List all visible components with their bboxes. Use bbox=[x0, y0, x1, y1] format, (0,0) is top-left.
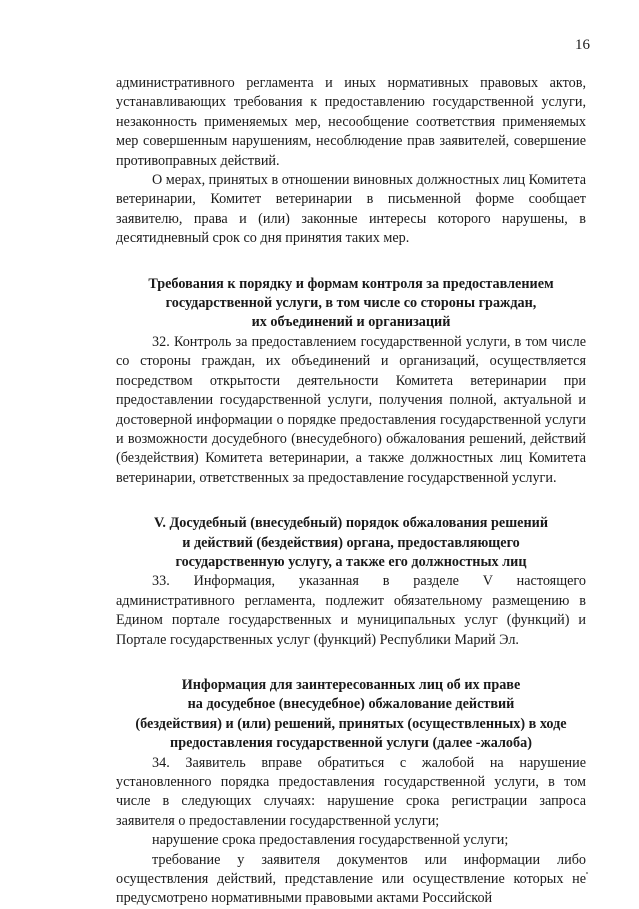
heading-line: государственной услуги, в том числе со стороны граждан, bbox=[165, 295, 537, 312]
section-gap bbox=[116, 488, 586, 514]
section-gap bbox=[116, 249, 586, 275]
heading-line: V. Досудебный (внесудебный) порядок обжалования решений bbox=[154, 515, 548, 532]
heading-line: предоставления государственной услуги (далее -жалоба) bbox=[170, 735, 532, 752]
paragraph-term-violation: нарушение срока предоставления государственной услуги; bbox=[152, 832, 509, 849]
paragraph-documents-requirement: требование у заявителя документов или информации либо осуществления действий, представление или осуществление которых не предусмотрено нормативными правовыми актами Российской bbox=[116, 851, 586, 907]
heading-line: их объединений и организаций bbox=[251, 314, 451, 331]
heading-line: государственную услугу, а также его должностных лиц bbox=[175, 553, 527, 570]
scan-speck bbox=[586, 872, 588, 874]
heading-line: (бездействия) и (или) решений, принятых (осуществленных) в ходе bbox=[135, 715, 567, 732]
heading-control-requirements bbox=[116, 275, 586, 333]
page-content bbox=[116, 74, 586, 909]
heading-line: Требования к порядку и формам контроля за предоставлением bbox=[148, 275, 554, 292]
heading-appeal-info bbox=[116, 676, 586, 754]
heading-line: Информация для заинтересованных лиц об их праве bbox=[181, 676, 521, 693]
paragraph-continued: административного регламента и иных нормативных правовых актов, устанавливающих требования к предоставлению государственной услуги, незаконность применяемых мер, несообщение соответствия применяемых мер совершенным нарушениям, несоблюдение прав заявителей, совершение противоправных действий. bbox=[116, 75, 586, 169]
paragraph-34: 34. Заявитель вправе обратиться с жалобой на нарушение установленного порядка предоставления государственной услуги, в том числе в следующих случаях: нарушение срока регистрации запроса заявителя о предоставлении государственной услуги; bbox=[116, 754, 586, 829]
section-gap bbox=[116, 650, 586, 676]
paragraph-33: 33. Информация, указанная в разделе V настоящего административного регламента, подлежит обязательному размещению в Едином портале государственных и муниципальных услуг (функций) и Портале государственных услуг (функций) Республики Марий Эл. bbox=[116, 573, 586, 648]
heading-line: и действий (бездействия) органа, предоставляющего bbox=[182, 534, 520, 551]
heading-section-v bbox=[116, 514, 586, 572]
paragraph-32: 32. Контроль за предоставлением государственной услуги, в том числе со стороны граждан, их объединений и организаций, осуществляется посредством открытости деятельности Комитета ветеринарии при предоставлении государственной услуги, получения полной, актуальной и достоверной информации о порядке предоставления государственной услуги и возможности досудебного (внесудебного) обжалования решений, действий (бездействия) Комитета ветеринарии, а также должностных лиц Комитета ветеринарии, ответственных за предоставление государственной услуги. bbox=[116, 333, 586, 486]
page-number: 16 bbox=[575, 37, 590, 53]
paragraph-measures: О мерах, принятых в отношении виновных должностных лиц Комитета ветеринарии, Комитет ветеринарии в письменной форме сообщает заявителю, права и (или) законные интересы которого нарушены, в десятидневный срок со дня принятия таких мер. bbox=[116, 172, 586, 247]
heading-line: на досудебное (внесудебное) обжалование действий bbox=[187, 696, 515, 713]
